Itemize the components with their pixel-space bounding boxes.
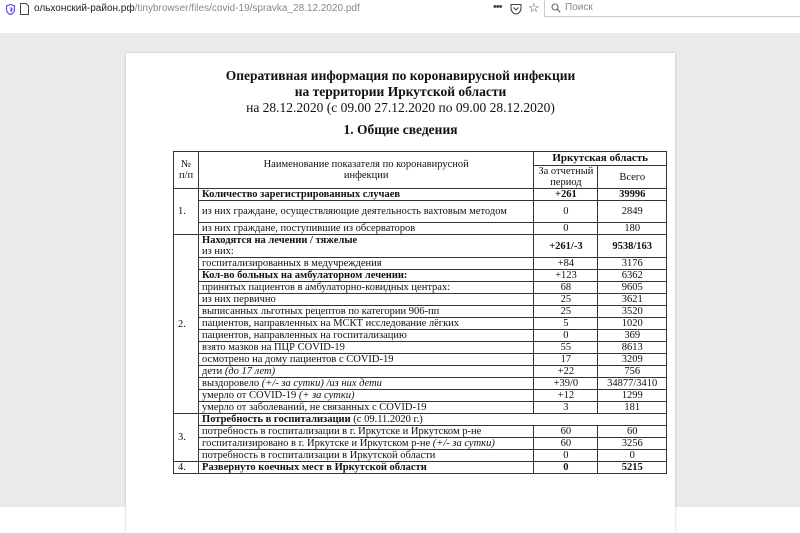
table-row [174, 318, 667, 330]
cell-total: 1020 [598, 318, 667, 330]
row-label [199, 366, 534, 378]
cell-total: 3621 [598, 294, 667, 306]
cell-total: 3176 [598, 258, 667, 270]
row-label-text: из них первично [202, 294, 276, 305]
cell-total: 1299 [598, 390, 667, 402]
table-row [174, 294, 667, 306]
row-label-text: Количество зарегистрированных случаев [202, 189, 401, 200]
cell-total: 8613 [598, 342, 667, 354]
table-row [174, 354, 667, 366]
table-row [174, 462, 667, 474]
row-label-note: (+/- за сутки) [430, 438, 495, 449]
row-label-text: пациентов, направленных на МСКТ исследование лёгких [202, 318, 460, 329]
table-row [174, 390, 667, 402]
cell-total: 9605 [598, 282, 667, 294]
browser-toolbar [0, 0, 800, 20]
cell-total: 6362 [598, 270, 667, 282]
cell-period: 0 [534, 330, 598, 342]
table-row [174, 366, 667, 378]
row-label-text: принятых пациентов в амбулаторно-ковидных центрах: [202, 282, 451, 293]
cell-period: 0 [534, 223, 598, 235]
row-label [199, 306, 534, 318]
row-label-text: Кол-во больных на амбулаторном лечении: [202, 270, 408, 281]
star-icon[interactable]: ☆ [528, 0, 540, 15]
cell-total: 3520 [598, 306, 667, 318]
cell-total: 5215 [598, 462, 667, 474]
cell-period: +123 [534, 270, 598, 282]
row-label-text: Потребность в госпитализации [202, 414, 351, 425]
cell-total: 39996 [598, 189, 667, 201]
cell-period: 5 [534, 318, 598, 330]
cell-total: 3209 [598, 354, 667, 366]
header-num: № п/п [174, 152, 199, 189]
cell-period: 68 [534, 282, 598, 294]
cell-period: 60 [534, 438, 598, 450]
row-label [199, 414, 667, 426]
cell-period: +12 [534, 390, 598, 402]
row-label-note: (+ за сутки) [296, 390, 355, 401]
search-box[interactable] [544, 0, 800, 17]
table-row [174, 426, 667, 438]
row-number: 3. [174, 414, 199, 462]
row-number: 1. [174, 189, 199, 235]
cell-total: 9538/163 [598, 235, 667, 258]
row-label [199, 390, 534, 402]
row-label [199, 270, 534, 282]
cell-period: +39/0 [534, 378, 598, 390]
row-label [199, 450, 534, 462]
cell-period: 0 [534, 201, 598, 223]
row-label [199, 223, 534, 235]
row-number: 4. [174, 462, 199, 474]
row-label [199, 462, 534, 474]
row-label [199, 318, 534, 330]
cell-total: 756 [598, 366, 667, 378]
table-row [174, 270, 667, 282]
table-row [174, 450, 667, 462]
row-label [199, 294, 534, 306]
row-label [199, 378, 534, 390]
row-label-text: из них граждане, поступившие из обсерваторов [202, 223, 416, 234]
table-row [174, 330, 667, 342]
cell-period: 0 [534, 462, 598, 474]
table-row [174, 223, 667, 235]
more-icon[interactable]: ••• [493, 1, 502, 13]
cell-period: 3 [534, 402, 598, 414]
cell-total: 2849 [598, 201, 667, 223]
row-label-text: взято мазков на ПЦР COVID-19 [202, 342, 345, 353]
row-label [199, 330, 534, 342]
cell-period: 17 [534, 354, 598, 366]
row-label [199, 282, 534, 294]
row-label [199, 402, 534, 414]
row-label-text: Находятся на лечении / тяжелые [202, 235, 358, 246]
section-title: 1. Общие сведения [343, 122, 458, 137]
page-icon[interactable] [20, 3, 29, 15]
row-label-note: (+/- за сутки) /из них дети [259, 378, 382, 389]
row-label [199, 235, 534, 258]
table-row [174, 201, 667, 223]
header-period: За отчетный период [534, 166, 598, 189]
shield-icon[interactable] [6, 4, 15, 15]
table-row [174, 235, 667, 258]
table-row [174, 378, 667, 390]
cell-period: +261/-3 [534, 235, 598, 258]
cell-total: 34877/3410 [598, 378, 667, 390]
row-label-text: умерло от COVID-19 [202, 390, 297, 401]
row-label-text: потребность в госпитализации в Иркутской области [202, 450, 436, 461]
row-label-sub: (с 09.11.2020 г.) [350, 414, 423, 425]
url-path: /tinybrowser/files/covid-19/spravka_28.12.2020.pdf [134, 3, 360, 14]
search-icon [551, 3, 561, 13]
table-row [174, 438, 667, 450]
row-label-text: госпитализировано в г. Иркутске и Иркутском р-не [202, 438, 431, 449]
url-host: ольхонский-район.рф [34, 3, 135, 14]
row-label [199, 258, 534, 270]
row-label [199, 342, 534, 354]
cell-total: 180 [598, 223, 667, 235]
cell-period: 25 [534, 294, 598, 306]
header-region: Иркутская область [534, 152, 667, 166]
row-label [199, 426, 534, 438]
cell-period: +84 [534, 258, 598, 270]
pdf-page [126, 53, 675, 533]
row-label-text: выписанных льготных рецептов по категории 906-пп [202, 306, 440, 317]
cell-period: +22 [534, 366, 598, 378]
row-label [199, 354, 534, 366]
table-row [174, 258, 667, 270]
row-label-text: Развернуто коечных мест в Иркутской области [202, 462, 427, 473]
table-row [174, 306, 667, 318]
table-row [174, 282, 667, 294]
row-label-text: госпитализированных в медучреждения [202, 258, 382, 269]
table-row [174, 402, 667, 414]
cell-total: 369 [598, 330, 667, 342]
row-label [199, 201, 534, 223]
covid-table [173, 151, 667, 474]
pdf-viewer[interactable] [0, 33, 800, 507]
row-label [199, 189, 534, 201]
cell-period: 25 [534, 306, 598, 318]
row-label-text: умерло от заболеваний, не связанных с COVID-19 [202, 402, 427, 413]
header-name: Наименование показателя по коронавирусной инфекции [199, 152, 534, 189]
header-total: Всего [598, 166, 667, 189]
cell-period: 60 [534, 426, 598, 438]
doc-title-line3: на 28.12.2020 (с 09.00 27.12.2020 по 09.00 28.12.2020) [246, 100, 555, 115]
cell-total: 3256 [598, 438, 667, 450]
cell-total: 60 [598, 426, 667, 438]
url-bar[interactable] [34, 3, 360, 14]
row-label-text: осмотрено на дому пациентов с COVID-19 [202, 354, 394, 365]
row-label-text: пациентов, направленных на госпитализацию [202, 330, 407, 341]
cell-period: +261 [534, 189, 598, 201]
table-row [174, 342, 667, 354]
table-row [174, 189, 667, 201]
doc-title-line2: на территории Иркутской области [294, 84, 507, 99]
row-label [199, 438, 534, 450]
cell-period: 0 [534, 450, 598, 462]
search-placeholder: Поиск [565, 2, 593, 13]
doc-title-line1: Оперативная информация по коронавирусной инфекции [225, 68, 576, 83]
cell-total: 181 [598, 402, 667, 414]
row-label-text: из них граждане, осуществляющие деятельность вахтовым методом [202, 206, 507, 217]
row-number: 2. [174, 235, 199, 414]
row-label-text: дети [202, 366, 223, 377]
row-label-sub: из них: [202, 246, 234, 257]
table-row [174, 414, 667, 426]
cell-period: 55 [534, 342, 598, 354]
row-label-note: (до 17 лет) [222, 366, 276, 377]
pocket-icon[interactable] [510, 3, 522, 15]
row-label-text: выздоровело [202, 378, 260, 389]
cell-total: 0 [598, 450, 667, 462]
row-label-text: потребность в госпитализации в г. Иркутске и Иркутском р-не [202, 426, 482, 437]
